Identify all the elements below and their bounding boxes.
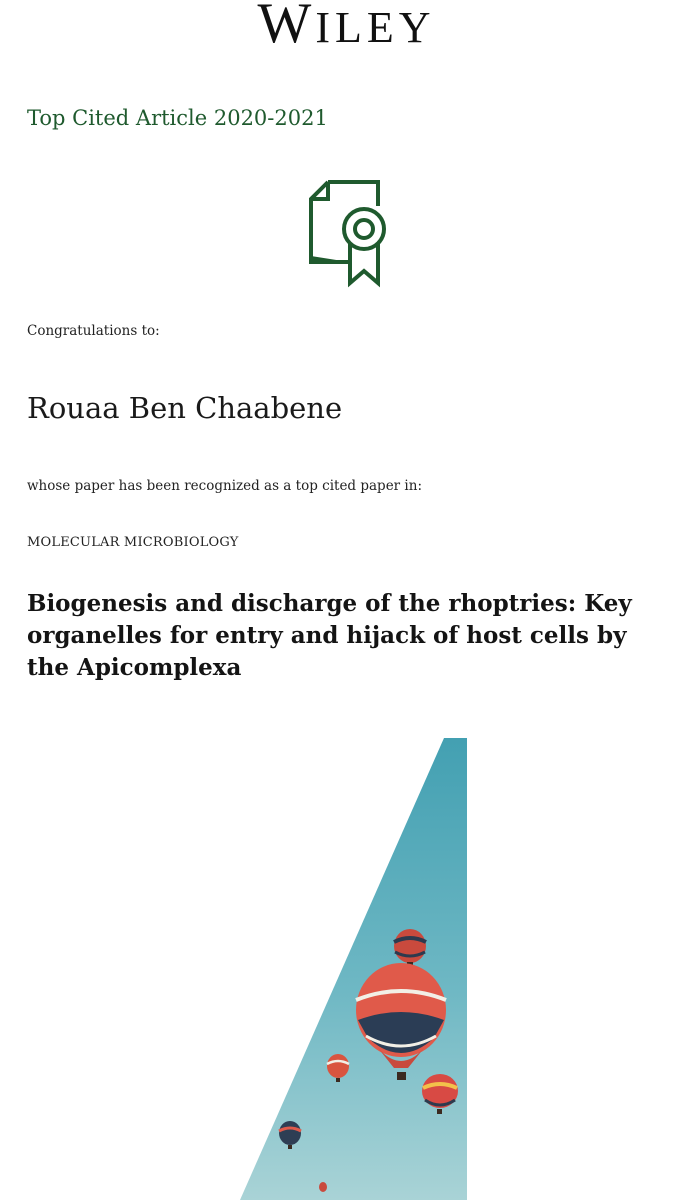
recognition-text: whose paper has been recognized as a top cited paper in: (27, 478, 422, 494)
journal-name: MOLECULAR MICROBIOLOGY (27, 535, 239, 550)
congratulations-label: Congratulations to: (27, 323, 160, 339)
wiley-logo: WILEY (257, 0, 436, 55)
award-title: Top Cited Article 2020-2021 (27, 106, 328, 130)
certificate-ribbon-icon (305, 178, 393, 290)
paper-title: Biogenesis and discharge of the rhoptries: Key organelles for entry and hijack of host cells by the Apicomplexa (27, 590, 632, 681)
author-name: Rouaa Ben Chaabene (27, 391, 343, 425)
hot-air-balloons-sky-image (230, 738, 470, 1200)
